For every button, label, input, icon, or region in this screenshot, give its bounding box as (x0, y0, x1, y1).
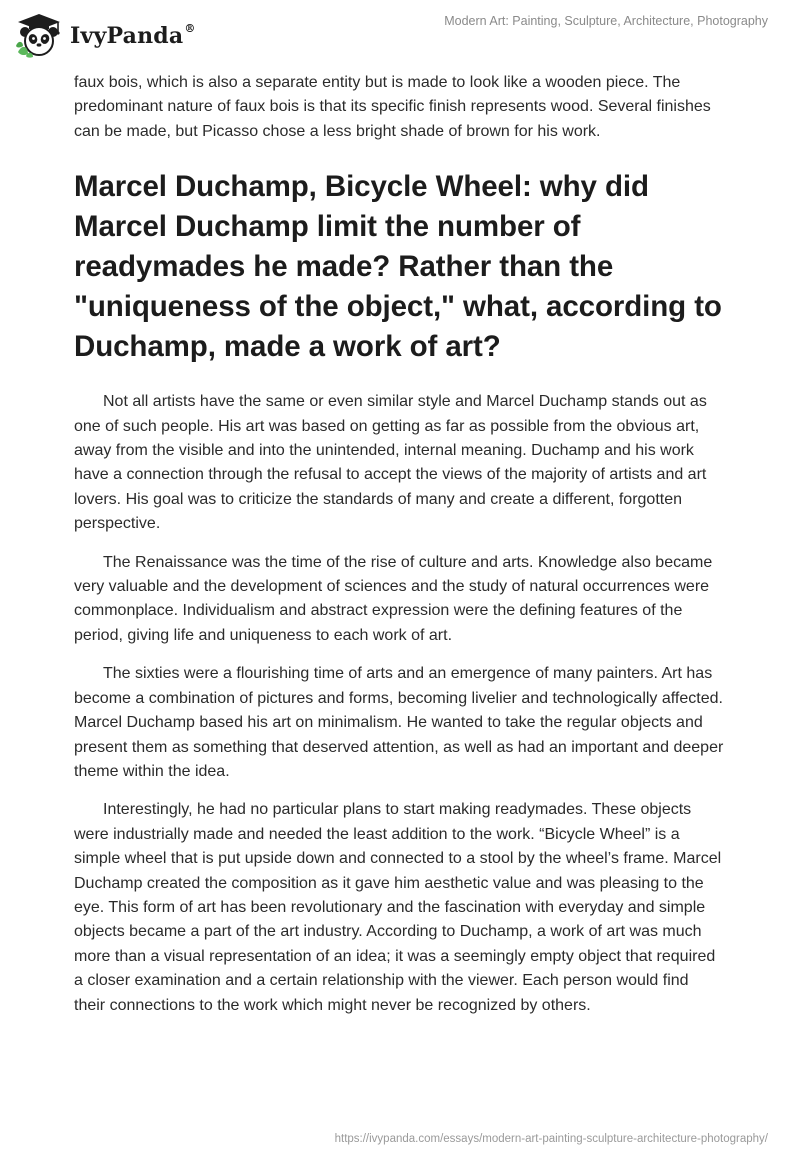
page-header (0, 0, 800, 70)
source-url[interactable]: https://ivypanda.com/essays/modern-art-painting-sculpture-architecture-photography/ (334, 1133, 768, 1145)
essay-content (74, 71, 724, 1032)
document-title: Modern Art: Painting, Sculpture, Architecture, Photography (444, 14, 768, 28)
body-paragraph: The Renaissance was the time of the rise of culture and arts. Knowledge also became very valuable and the development of sciences and the study of natural occurrences were commonplace. Individualism and abstract expression were the defining features of the period, giving life and uniqueness to each work of art. (74, 553, 713, 644)
registered-mark: ® (184, 22, 196, 35)
section-heading: Marcel Duchamp, Bicycle Wheel: why did Marcel Duchamp limit the number of readymades he made? Rather than the "uniqueness of the object," what, according to Duchamp, made a work of art? (74, 170, 722, 364)
panda-graduate-icon (14, 10, 64, 60)
body-paragraph: Not all artists have the same or even similar style and Marcel Duchamp stands out as one of such people. His art was based on getting as far as possible from the obvious art, away from the visible and into the unintended, internal meaning. Duchamp and his work have a connection through the refusal to accept the views of the majority of artists and art lovers. His goal was to criticize the standards of many and create a different, forgotten perspective. (74, 393, 707, 533)
brand-name: IvyPanda® (70, 22, 196, 49)
ivypanda-logo[interactable] (14, 10, 196, 60)
body-paragraph: The sixties were a flourishing time of arts and an emergence of many painters. Art has become a combination of pictures and forms, becoming livelier and technologically affected. Marcel Duchamp based his art on minimalism. He wanted to take the regular objects and present them as something that deserved attention, as well as had an important and deeper theme within the idea. (74, 665, 724, 780)
body-paragraph: Interestingly, he had no particular plans to start making readymades. These objects were industrially made and needed the least addition to the work. “Bicycle Wheel” is a simple wheel that is put upside down and connected to a stool by the wheel’s frame. Marcel Duchamp created the composition as it gave him aesthetic value and was pleasing to the eye. This form of art has been revolutionary and the fascination with everyday and simple objects became a part of the art industry. According to Duchamp, a work of art was much more than a visual representation of an idea; it was a seemingly empty object that required a closer examination and a certain relationship with the viewer. Each person would find their connections to the work which might never be recognized by others. (74, 801, 722, 1014)
lead-paragraph: faux bois, which is also a separate entity but is made to look like a wooden piece. The predominant nature of faux bois is that its specific finish represents wood. Several finishes can be made, but Picasso chose a less bright shade of brown for his work. (74, 74, 711, 140)
